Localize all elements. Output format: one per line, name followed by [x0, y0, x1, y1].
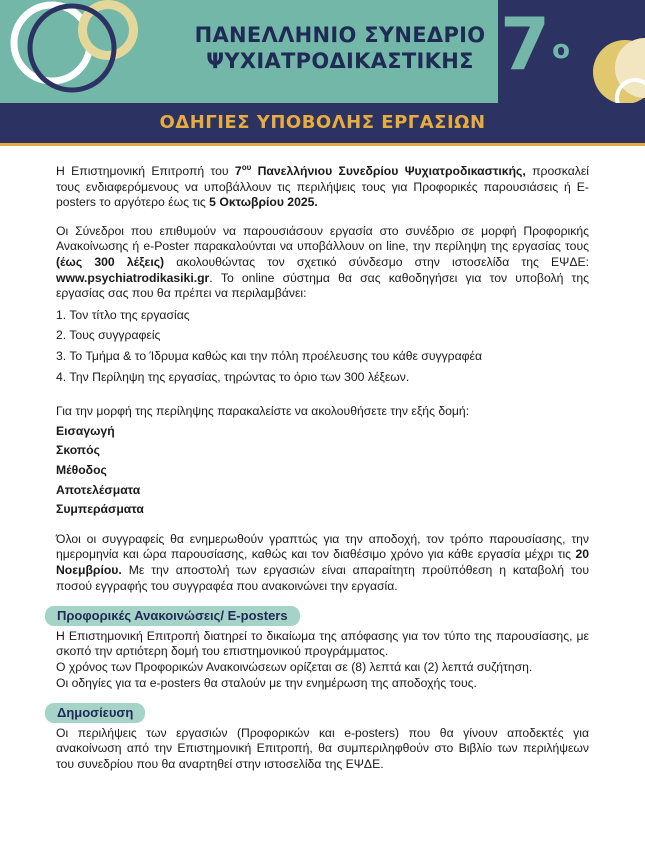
structure-list: [56, 424, 589, 518]
header: [0, 0, 645, 103]
list-item: 3. Το Τμήμα & το Ίδρυμα καθώς και την πόλη προέλευσης του κάθε συγγραφέα: [56, 349, 483, 363]
list-item: 2. Τους συγγραφείς: [56, 328, 161, 343]
decorative-circles-right: [570, 0, 645, 103]
oral-paragraph-3: Οι οδηγίες για τα e-posters θα σταλούν με την ενημέρωση της αποδοχής τους.: [56, 675, 477, 690]
list-item: Συμπεράσματα: [56, 502, 144, 517]
list-item: Σκοπός: [56, 443, 100, 458]
list-item: Αποτελέσματα: [56, 482, 141, 497]
publication-paragraph: Οι περιλήψεις των εργασιών (Προφορικών και e-posters) που θα γίνουν αποδεκτές για ανακοίνωση από την Επιστημονική Επιτροπή, θα συμπεριληφθούν στο Βιβλίο των περιλήψεων του συνεδρίου που θα αναρτηθεί στην ιστοσελίδα της ΕΨΔΕ.: [56, 725, 589, 771]
instructions-title: ΟΔΗΓΙΕΣ ΥΠΟΒΟΛΗΣ ΕΡΓΑΣΙΩΝ: [159, 112, 486, 133]
requirements-list: [56, 308, 589, 385]
list-item: Εισαγωγή: [56, 423, 115, 438]
list-item: 1. Τον τίτλο της εργασίας: [56, 307, 190, 322]
structure-intro: Για την μορφή της περίληψης παρακαλείστε να ακολουθήσετε την εξής δομή:: [56, 404, 470, 419]
list-item: Μέθοδος: [56, 462, 107, 477]
list-item: 4. Την Περίληψη της εργασίας, τηρώντας το όριο των 300 λέξεων.: [56, 369, 410, 384]
gold-divider: [0, 143, 645, 146]
oral-paragraph-1: Η Επιστημονική Επιτροπή διατηρεί το δικαίωμα της απόφασης για τον τύπο της παρουσίασης, με σκοπό την αρτιότερη δομή του επιστημονικού προγράμματος.: [56, 628, 589, 659]
oral-section-heading: Προφορικές Ανακοινώσεις/ E-posters: [45, 606, 300, 626]
submission-paragraph: Οι Σύνεδροι που επιθυμούν να παρουσιάσουν εργασία στο συνέδριο σε μορφή Προφορικής Ανακοίνωσης ή e-Poster παρακαλούνται να υποβάλλουν on line, την περίληψη της εργασίας τους (έως 300 λέξεις) ακολουθώντας τον σχετικό σύνδεσμο στην ιστοσελίδα της ΕΨΔΕ: www.psychiatrodikasiki.gr. Το online σύστημα θα σας καθοδηγήσει για τον υποβολή της εργασίας σας που θα πρέπει να περιλαμβάνει:: [56, 223, 589, 301]
decorative-circles-left: [0, 0, 200, 103]
edition-number: $7^o$: [500, 2, 570, 86]
oral-paragraph-2: Ο χρόνος των Προφορικών Ανακοινώσεων ορίζεται σε (8) λεπτά και (2) λεπτά συζήτηση.: [56, 659, 533, 674]
conference-title-line1: ΠΑΝΕΛΛΗΝΙΟ ΣΥΝΕΔΡΙΟ: [194, 23, 486, 47]
notification-paragraph: Όλοι οι συγγραφείς θα ενημερωθούν γραπτώς για την αποδοχή, τον τρόπο παρουσίασης, την ημερομηνία και ώρα παρουσίασης, καθώς και τον διαθέσιμο χρόνο για κάθε εργασία μέχρι τις 20 Νοεμβρίου. Με την αποστολή των εργασιών είναι απαραίτητη προϋπόθεση η καταβολή του ποσού εγγραφής του συγγραφέα που ανακοινώνει την εργασία.: [56, 531, 589, 593]
edition-suffix: ο: [552, 35, 570, 65]
website-link[interactable]: www.psychiatrodikasiki.gr: [56, 270, 210, 285]
intro-paragraph: Η Επιστημονική Επιτροπή του $7^{o\upsilon}$ Πανελλήνιου Συνεδρίου Ψυχιατροδικαστικής, προσκαλεί τους ενδιαφερόμενους να υποβάλλουν τις περιλήψεις τους για Προφορικές παρουσιάσεις ή E-posters το αργότερο έως τις 5 Οκτωβρίου 2025.: [56, 163, 589, 210]
main-content: [56, 160, 589, 772]
publication-section-heading: Δημοσίευση: [45, 703, 145, 723]
conference-title-line2: ΨΥΧΙΑΤΡΟΔΙΚΑΣΤΙΚΗΣ: [206, 49, 474, 73]
conference-title: [185, 22, 495, 74]
